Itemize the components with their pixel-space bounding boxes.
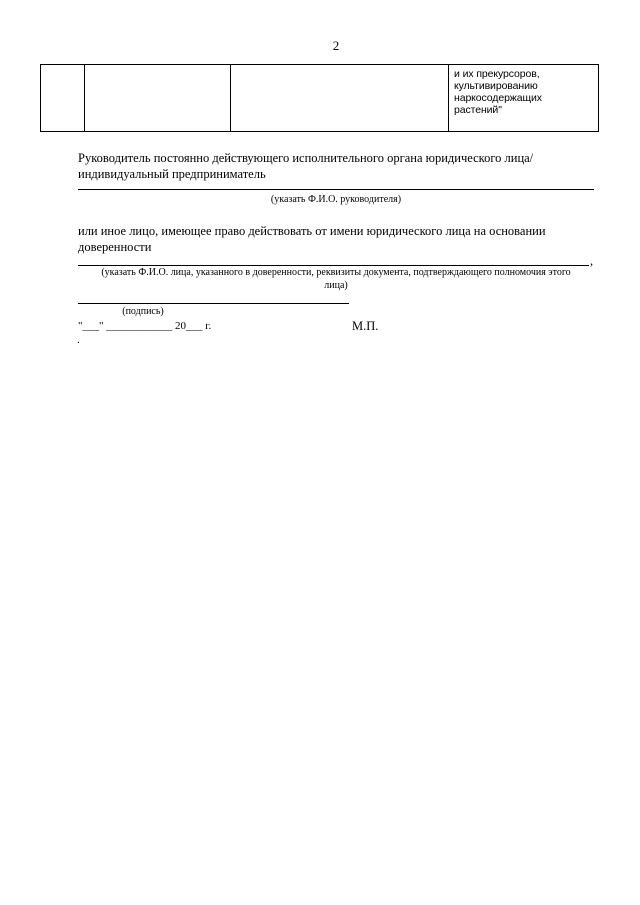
other-person-caption-line2: лица) bbox=[324, 280, 348, 291]
page-number: 2 bbox=[332, 38, 340, 53]
signature-line bbox=[78, 303, 349, 304]
table-row bbox=[41, 65, 599, 132]
signature-caption: (подпись) bbox=[122, 306, 164, 317]
stamp-label: М.П. bbox=[352, 319, 379, 333]
other-person-line1: или иное лицо, имеющее право действовать от имени юридического лица на основании bbox=[78, 224, 546, 238]
cell-text-line: культивированию bbox=[454, 80, 538, 92]
table-cell-number bbox=[41, 65, 85, 132]
comma: , bbox=[590, 254, 594, 268]
continuation-table bbox=[40, 64, 599, 132]
head-name-caption: (указать Ф.И.О. руководителя) bbox=[270, 194, 402, 205]
table-cell bbox=[85, 65, 231, 132]
table-cell bbox=[231, 65, 449, 132]
head-name-line bbox=[78, 189, 594, 190]
date-line: "___" ____________ 20___ г. bbox=[78, 320, 212, 332]
cell-text-line: наркосодержащих bbox=[454, 92, 542, 104]
table-cell-activity bbox=[449, 65, 599, 132]
other-person-caption-line1: (указать Ф.И.О. лица, указанного в доверенности, реквизиты документа, подтверждающего полномочия этого bbox=[101, 267, 571, 278]
trailing-dot: . bbox=[77, 334, 80, 346]
head-title-line2: индивидуальный предприниматель bbox=[78, 167, 266, 181]
head-title-line1: Руководитель постоянно действующего исполнительного органа юридического лица/ bbox=[78, 151, 534, 165]
other-person-line2: доверенности bbox=[78, 240, 152, 254]
cell-text-line: и их прекурсоров, bbox=[454, 68, 540, 80]
other-person-name-line bbox=[78, 265, 589, 266]
cell-text-line: растений" bbox=[454, 104, 502, 116]
